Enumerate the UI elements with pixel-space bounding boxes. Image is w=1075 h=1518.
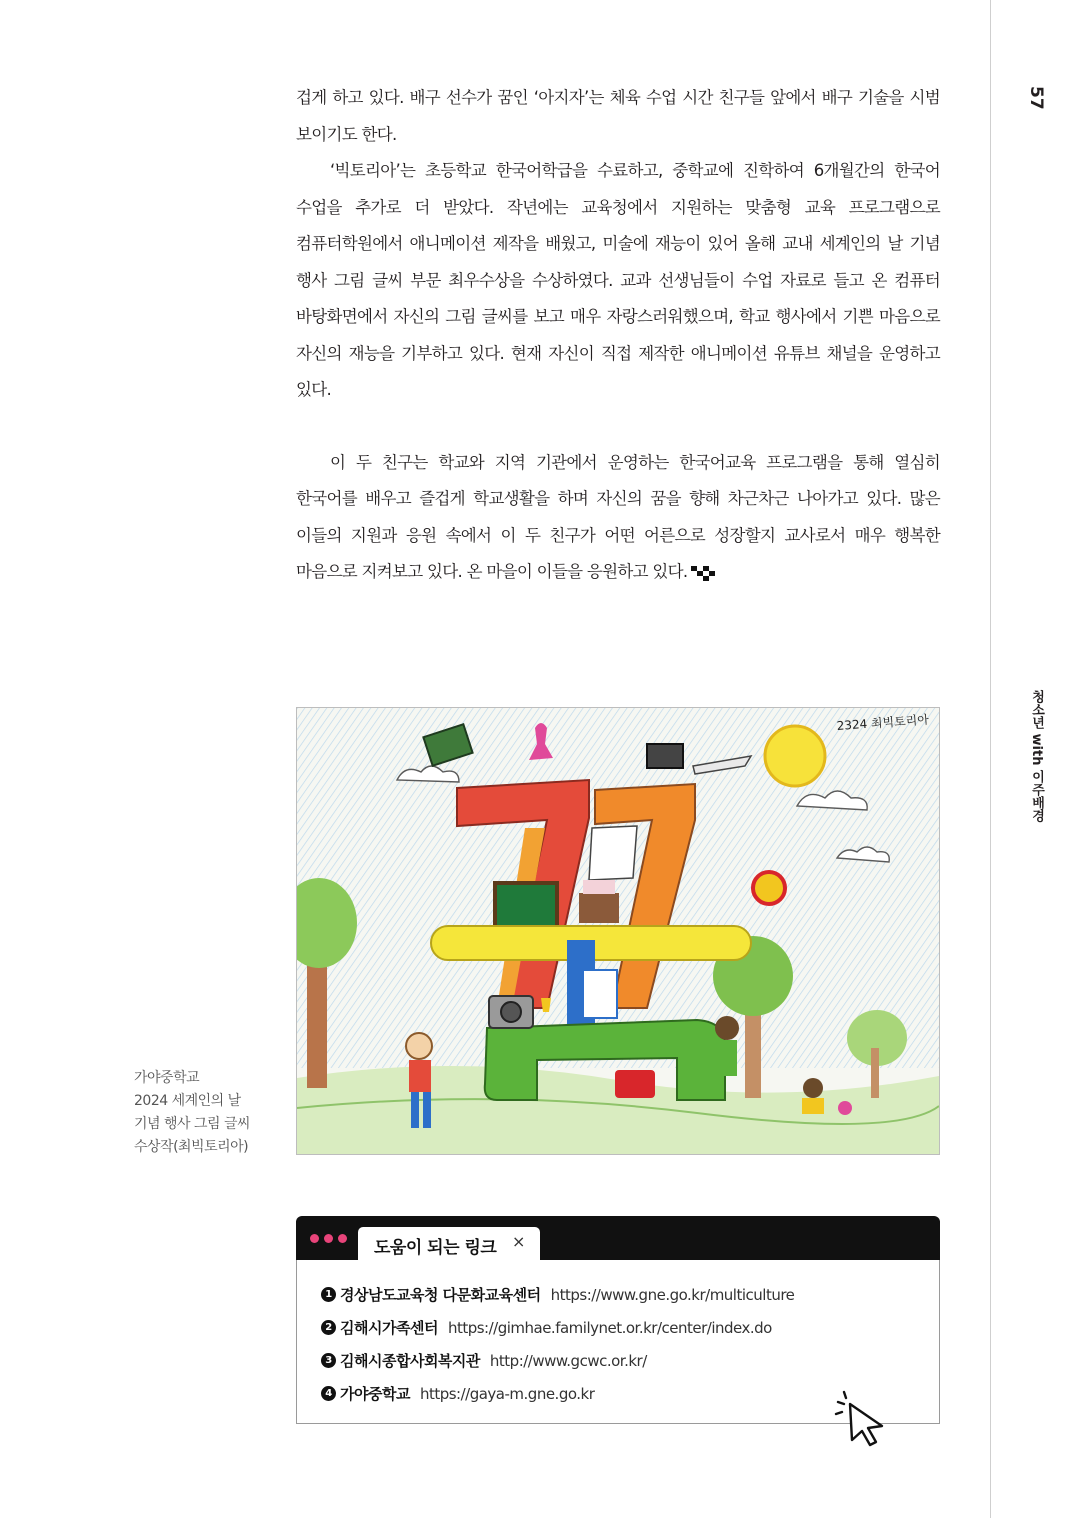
link-name: 김해시종합사회복지관 (340, 1352, 480, 1370)
link-url[interactable]: https://gimhae.familynet.or.kr/center/index.do (447, 1318, 772, 1337)
window-dot (338, 1234, 347, 1243)
link-item[interactable] (321, 1278, 794, 1311)
window-dots-icon (310, 1234, 347, 1244)
window-dot (310, 1234, 319, 1243)
links-list (321, 1278, 794, 1410)
margin-rule (990, 0, 991, 1518)
caption-line: 2024 세계인의 날 (134, 1093, 241, 1109)
link-name: 김해시가족센터 (340, 1319, 438, 1337)
window-dot (324, 1234, 333, 1243)
body-text (296, 80, 940, 591)
drawing-illustration (297, 708, 939, 1154)
pixel-end-mark-icon (691, 564, 717, 582)
link-number-badge: 2 (321, 1320, 336, 1335)
caption-line: 수상작(최빅토리아) (134, 1139, 249, 1155)
pointer-cursor-icon (832, 1390, 892, 1450)
link-url[interactable]: http://www.gcwc.or.kr/ (489, 1351, 647, 1370)
link-number-badge: 1 (321, 1287, 336, 1302)
paragraph-3 (296, 445, 940, 591)
link-number-badge: 3 (321, 1353, 336, 1368)
page-number: 57 (1026, 86, 1046, 110)
drawing-signature: 2324 최빅토리아 (836, 712, 930, 733)
links-window-header (296, 1216, 940, 1260)
link-item[interactable] (321, 1377, 794, 1410)
caption-line: 기념 행사 그림 글씨 (134, 1116, 251, 1132)
figure-caption (134, 1067, 284, 1159)
link-url[interactable]: https://gaya-m.gne.go.kr (419, 1384, 595, 1403)
section-label: 청소년 with 이주배경 (1029, 690, 1044, 822)
link-item[interactable] (321, 1344, 794, 1377)
links-tab-title: 도움이 되는 링크 (374, 1238, 497, 1258)
link-number-badge: 4 (321, 1386, 336, 1401)
link-url[interactable]: https://www.gne.go.kr/multiculture (550, 1285, 795, 1304)
paragraph-1: 겁게 하고 있다. 배구 선수가 꿈인 ‘아지자’는 체육 수업 시간 친구들 앞에서 배구 기술을 시범 보이기도 한다. (296, 88, 940, 144)
close-icon[interactable]: × (512, 1232, 526, 1251)
link-name: 경상남도교육청 다문화교육센터 (340, 1286, 541, 1304)
paragraph-2: ‘빅토리아’는 초등학교 한국어학급을 수료하고, 중학교에 진학하여 6개월간의 한국어 수업을 추가로 더 받았다. 작년에는 교육청에서 지원하는 맞춤형 교육 프로그램으로 컴퓨터학원에서 애니메이션 제작을 배웠고, 미술에 재능이 있어 올해 교내 세계인의 날 기념 행사 그림 글씨 부문 최우수상을 수상하였다. 교과 선생님들이 수업 자료로 들고 온 컴퓨터 바탕화면에서 자신의 그림 글씨를 보고 매우 자랑스러워했으며, 학교 행사에서 기쁜 마음으로 자신의 재능을 기부하고 있다. 현재 자신이 직접 제작한 애니메이션 유튜브 채널을 운영하고 있다. (296, 161, 940, 399)
link-name: 가야중학교 (340, 1385, 410, 1403)
paragraph-3-text: 이 두 친구는 학교와 지역 기관에서 운영하는 한국어교육 프로그램을 통해 열심히 한국어를 배우고 즐겁게 학교생활을 하며 자신의 꿈을 향해 차근차근 나아가고 있다. 많은 이들의 지원과 응원 속에서 이 두 친구가 어떤 어른으로 성장할지 교사로서 매우 행복한 마음으로 지켜보고 있다. 온 마을이 이들을 응원하고 있다. (296, 452, 940, 581)
caption-line: 가야중학교 (134, 1070, 200, 1086)
link-item[interactable] (321, 1311, 794, 1344)
award-drawing (296, 707, 940, 1155)
links-tab[interactable] (358, 1227, 540, 1260)
